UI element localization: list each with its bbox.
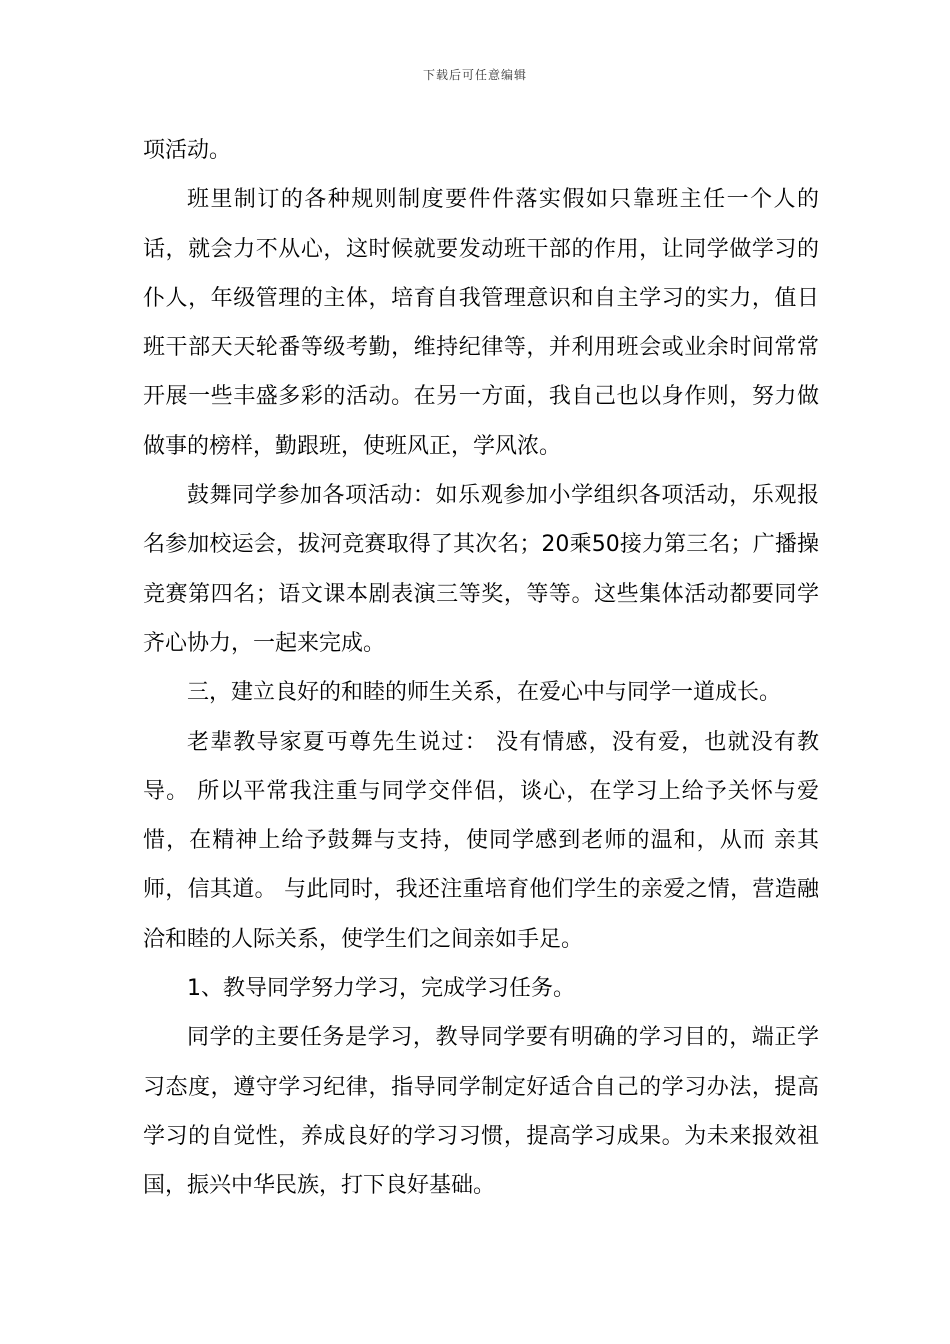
paragraph: 同学的主要任务是学习，教导同学要有明确的学习目的，端正学习态度，遵守学习纪律，指导同学制定好适合自己的学习办法，提高学习的自觉性，养成良好的学习习惯，提高学习成果。为未来报效祖国，振兴中华民族，打下良好基础。: [143, 1025, 819, 1199]
subsection-heading: 1、教导同学努力学习，完成学习任务。: [187, 976, 575, 1002]
paragraph: 班里制订的各种规则制度要件件落实假如只靠班主任一个人的话，就会力不从心，这时候就要发动班干部的作用，让同学做学习的仆人，年级管理的主体，培育自我管理意识和自主学习的实力，值日班干部天天轮番等级考勤，维持纪律等，并利用班会或业余时间常常开展一些丰盛多彩的活动。在另一方面，我自己也以身作则，努力做做事的榜样，勤跟班，使班风正，学风浓。: [143, 187, 819, 459]
paragraph: 项活动。: [143, 138, 232, 163]
body-text: [143, 126, 819, 1211]
section-heading: 三，建立良好的和睦的师生关系，在爱心中与同学一道成长。: [187, 680, 782, 706]
page-header: 下载后可任意编辑: [422, 68, 527, 82]
paragraph: 老辈教导家夏丏尊先生说过： 没有情感，没有爱，也就没有教导。 所以平常我注重与同学交伴侣，谈心，在学习上给予关怀与爱惜，在精神上给予鼓舞与支持，使同学感到老师的温和，从而 亲其师，信其道。 与此同时，我还注重培育他们学生的亲爱之情，营造融洽和睦的人际关系，使学生们之间亲如手足。: [143, 729, 819, 952]
paragraph: 鼓舞同学参加各项活动：如乐观参加小学组织各项活动，乐观报名参加校运会，拔河竞赛取得了其次名；20乘50接力第三名；广播操竞赛第四名；语文课本剧表演三等奖，等等。这些集体活动都要同学齐心协力，一起来完成。: [143, 483, 819, 656]
